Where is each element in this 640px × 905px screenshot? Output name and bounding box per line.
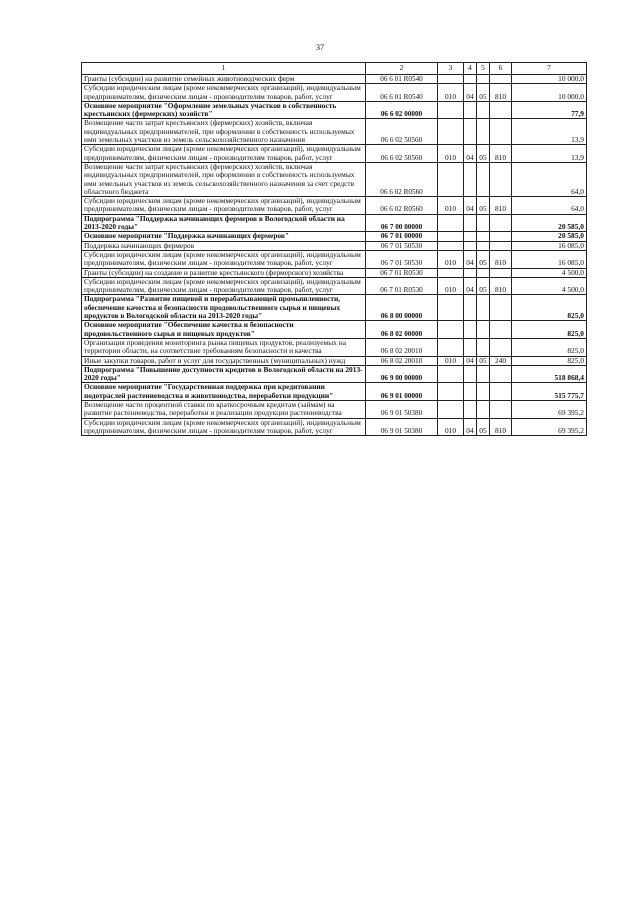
row-code-6: 810 (490, 277, 512, 295)
row-code-3 (438, 295, 464, 321)
table-row (82, 101, 587, 119)
row-code-3: 010 (438, 277, 464, 295)
row-code-6 (490, 75, 512, 84)
row-description: Подпрограмма "Развитие пищевой и перерабатывающей промышленности, обеспечение качества и безопасности продовольственного сырья и пищевых продуктов в Вологодской области на 2013-2020 годы" (82, 295, 366, 321)
row-code-5 (477, 232, 490, 241)
row-code-4 (464, 75, 477, 84)
row-target-code: 06 6 01 R0540 (366, 84, 438, 102)
table-row (82, 295, 587, 321)
row-target-code: 06 9 01 50380 (366, 418, 438, 436)
row-description: Поддержка начинающих фермеров (82, 241, 366, 250)
row-amount: 13,9 (512, 145, 587, 163)
row-code-6: 810 (490, 197, 512, 215)
row-code-3 (438, 338, 464, 356)
row-code-4: 04 (464, 197, 477, 215)
row-amount: 515 775,7 (512, 383, 587, 401)
row-code-3 (438, 101, 464, 119)
row-code-4: 04 (464, 356, 477, 365)
row-description: Подпрограмма "Поддержка начинающих фермеров в Вологодской области на 2013-2020 годы" (82, 214, 366, 232)
row-description: Подпрограмма "Повышение доступности кредитов в Вологодской области на 2013-2020 годы" (82, 365, 366, 383)
row-code-5: 05 (477, 84, 490, 102)
row-description: Основное мероприятие "Оформление земельных участков в собственность крестьянских (фермерских) хозяйств" (82, 101, 366, 119)
row-amount: 10 000,0 (512, 75, 587, 84)
row-code-4 (464, 101, 477, 119)
row-description: Гранты (субсидии) на создание и развитие крестьянского (фермерского) хозяйства (82, 268, 366, 277)
table-row (82, 214, 587, 232)
table-body (82, 75, 587, 436)
row-code-6: 810 (490, 418, 512, 436)
row-code-3: 010 (438, 250, 464, 268)
row-code-6 (490, 241, 512, 250)
row-code-4: 04 (464, 250, 477, 268)
row-amount: 825,0 (512, 356, 587, 365)
row-target-code: 06 7 01 R0530 (366, 277, 438, 295)
row-code-3 (438, 214, 464, 232)
row-description: Возмещение части затрат крестьянских (фермерских) хозяйств, включая индивидуальных предпринимателей, при оформлении в собственность используемых ими земельных участков из земель сельскохозяйственного назначения (82, 119, 366, 145)
row-description: Возмещение части процентной ставки по краткосрочным кредитам (займам) на развитие растениеводства, переработки и реализации продукции растениеводства (82, 400, 366, 418)
row-amount: 10 000,0 (512, 84, 587, 102)
row-code-3 (438, 268, 464, 277)
row-code-5 (477, 101, 490, 119)
table-row (82, 84, 587, 102)
row-code-6 (490, 119, 512, 145)
row-amount: 16 085,0 (512, 241, 587, 250)
row-code-4 (464, 232, 477, 241)
row-code-5 (477, 162, 490, 196)
row-code-6 (490, 400, 512, 418)
row-code-3 (438, 241, 464, 250)
row-code-4 (464, 321, 477, 339)
table-row (82, 268, 587, 277)
table-row (82, 145, 587, 163)
row-amount: 13,9 (512, 119, 587, 145)
row-code-6 (490, 214, 512, 232)
row-code-6: 810 (490, 250, 512, 268)
row-description: Организация проведения мониторинга рынка пищевых продуктов, реализуемых на территории области, на соответствие требованиям безопасности и качества (82, 338, 366, 356)
row-code-3: 010 (438, 197, 464, 215)
row-code-3: 010 (438, 356, 464, 365)
row-amount: 69 395,2 (512, 400, 587, 418)
row-code-6 (490, 295, 512, 321)
row-code-4 (464, 268, 477, 277)
row-amount: 825,0 (512, 338, 587, 356)
row-code-5 (477, 295, 490, 321)
column-header: 1 (82, 63, 366, 75)
row-code-5 (477, 214, 490, 232)
row-code-6 (490, 162, 512, 196)
row-code-5: 05 (477, 145, 490, 163)
row-target-code: 06 6 02 R0560 (366, 162, 438, 196)
row-code-6 (490, 338, 512, 356)
table-header-row (82, 63, 587, 75)
table-row (82, 277, 587, 295)
row-code-3 (438, 383, 464, 401)
budget-table (81, 62, 587, 436)
row-target-code: 06 7 01 00000 (366, 232, 438, 241)
row-code-3 (438, 232, 464, 241)
row-code-3 (438, 119, 464, 145)
row-code-4 (464, 338, 477, 356)
row-target-code: 06 8 02 20010 (366, 338, 438, 356)
table-row (82, 338, 587, 356)
row-code-4 (464, 383, 477, 401)
row-code-4 (464, 400, 477, 418)
row-amount: 16 085,0 (512, 250, 587, 268)
row-code-5 (477, 383, 490, 401)
row-amount: 20 585,0 (512, 214, 587, 232)
row-code-5 (477, 338, 490, 356)
row-code-5 (477, 365, 490, 383)
row-target-code: 06 7 01 50530 (366, 241, 438, 250)
row-code-4 (464, 214, 477, 232)
row-target-code: 06 6 02 50560 (366, 145, 438, 163)
row-target-code: 06 7 01 50530 (366, 250, 438, 268)
row-code-3: 010 (438, 418, 464, 436)
row-target-code: 06 6 02 R0560 (366, 197, 438, 215)
table-row (82, 400, 587, 418)
row-code-5 (477, 241, 490, 250)
table-row (82, 383, 587, 401)
row-code-4 (464, 365, 477, 383)
row-code-5: 05 (477, 277, 490, 295)
table-row (82, 250, 587, 268)
row-target-code: 06 6 02 00000 (366, 101, 438, 119)
table-row (82, 418, 587, 436)
row-code-6: 810 (490, 145, 512, 163)
table-row (82, 197, 587, 215)
table-row (82, 162, 587, 196)
row-code-3 (438, 162, 464, 196)
row-code-4: 04 (464, 277, 477, 295)
row-amount: 825,0 (512, 295, 587, 321)
row-target-code: 06 7 01 R0530 (366, 268, 438, 277)
row-code-3 (438, 365, 464, 383)
row-code-6 (490, 321, 512, 339)
row-amount: 77,9 (512, 101, 587, 119)
row-target-code: 06 8 00 00000 (366, 295, 438, 321)
row-code-4: 04 (464, 418, 477, 436)
row-code-5 (477, 321, 490, 339)
row-code-5 (477, 268, 490, 277)
row-target-code: 06 7 00 00000 (366, 214, 438, 232)
table-row (82, 232, 587, 241)
row-code-6 (490, 101, 512, 119)
row-code-5 (477, 400, 490, 418)
row-description: Субсидии юридическим лицам (кроме некоммерческих организаций), индивидуальным предпринимателям, физическим лицам - производителям товаров, работ, услуг (82, 250, 366, 268)
row-target-code: 06 9 01 00000 (366, 383, 438, 401)
row-description: Субсидии юридическим лицам (кроме некоммерческих организаций), индивидуальным предпринимателям, физическим лицам - производителям товаров, работ, услуг (82, 84, 366, 102)
table-row (82, 356, 587, 365)
table-row (82, 321, 587, 339)
row-target-code: 06 8 02 00000 (366, 321, 438, 339)
row-code-4 (464, 241, 477, 250)
row-code-3 (438, 75, 464, 84)
row-code-3 (438, 400, 464, 418)
row-description: Субсидии юридическим лицам (кроме некоммерческих организаций), индивидуальным предпринимателям, физическим лицам - производителям товаров, работ, услуг (82, 145, 366, 163)
row-code-4: 04 (464, 145, 477, 163)
row-description: Иные закупки товаров, работ и услуг для государственных (муниципальных) нужд (82, 356, 366, 365)
row-code-5: 05 (477, 418, 490, 436)
row-code-6: 240 (490, 356, 512, 365)
row-description: Субсидии юридическим лицам (кроме некоммерческих организаций), индивидуальным предпринимателям, физическим лицам - производителям товаров, работ, услуг (82, 277, 366, 295)
row-target-code: 06 8 02 20010 (366, 356, 438, 365)
column-header: 6 (490, 63, 512, 75)
row-code-6: 810 (490, 84, 512, 102)
row-code-4 (464, 162, 477, 196)
row-description: Возмещение части затрат крестьянских (фермерских) хозяйств, включая индивидуальных предпринимателей, при оформлении в собственность используемых ими земельных участков из земель сельскохозяйственного назначения за счет средств областного бюджета (82, 162, 366, 196)
row-code-5: 05 (477, 197, 490, 215)
page-number: 37 (316, 43, 324, 52)
row-code-3: 010 (438, 145, 464, 163)
row-target-code: 06 6 01 R0540 (366, 75, 438, 84)
row-code-4: 04 (464, 84, 477, 102)
column-header: 3 (438, 63, 464, 75)
row-amount: 518 868,4 (512, 365, 587, 383)
row-amount: 64,0 (512, 162, 587, 196)
row-amount: 69 395,2 (512, 418, 587, 436)
row-description: Субсидии юридическим лицам (кроме некоммерческих организаций), индивидуальным предпринимателям, физическим лицам - производителям товаров, работ, услуг (82, 197, 366, 215)
row-code-5: 05 (477, 250, 490, 268)
row-code-6 (490, 383, 512, 401)
row-description: Основное мероприятие "Обеспечение качества и безопасности продовольственного сырья и пищевых продуктов" (82, 321, 366, 339)
row-code-6 (490, 268, 512, 277)
row-description: Субсидии юридическим лицам (кроме некоммерческих организаций), индивидуальным предпринимателям, физическим лицам - производителям товаров, работ, услуг (82, 418, 366, 436)
row-description: Основное мероприятие "Поддержка начинающих фермеров" (82, 232, 366, 241)
row-code-6 (490, 232, 512, 241)
column-header: 5 (477, 63, 490, 75)
row-amount: 4 500,0 (512, 277, 587, 295)
row-code-4 (464, 119, 477, 145)
row-code-4 (464, 295, 477, 321)
table-row (82, 365, 587, 383)
row-code-6 (490, 365, 512, 383)
row-target-code: 06 9 01 50380 (366, 400, 438, 418)
column-header: 2 (366, 63, 438, 75)
row-amount: 825,0 (512, 321, 587, 339)
row-code-5 (477, 75, 490, 84)
column-header: 4 (464, 63, 477, 75)
row-amount: 4 500,0 (512, 268, 587, 277)
row-code-5 (477, 119, 490, 145)
row-amount: 20 585,0 (512, 232, 587, 241)
row-target-code: 06 6 02 50560 (366, 119, 438, 145)
row-code-5: 05 (477, 356, 490, 365)
row-code-3: 010 (438, 84, 464, 102)
row-description: Гранты (субсидии) на развитие семейных животноводческих ферм (82, 75, 366, 84)
column-header: 7 (512, 63, 587, 75)
row-description: Основное мероприятие "Государственная поддержка при кредитовании подотраслей растениеводства и животноводства, переработки продукции" (82, 383, 366, 401)
table-row (82, 119, 587, 145)
row-amount: 64,0 (512, 197, 587, 215)
row-target-code: 06 9 00 00000 (366, 365, 438, 383)
row-code-3 (438, 321, 464, 339)
